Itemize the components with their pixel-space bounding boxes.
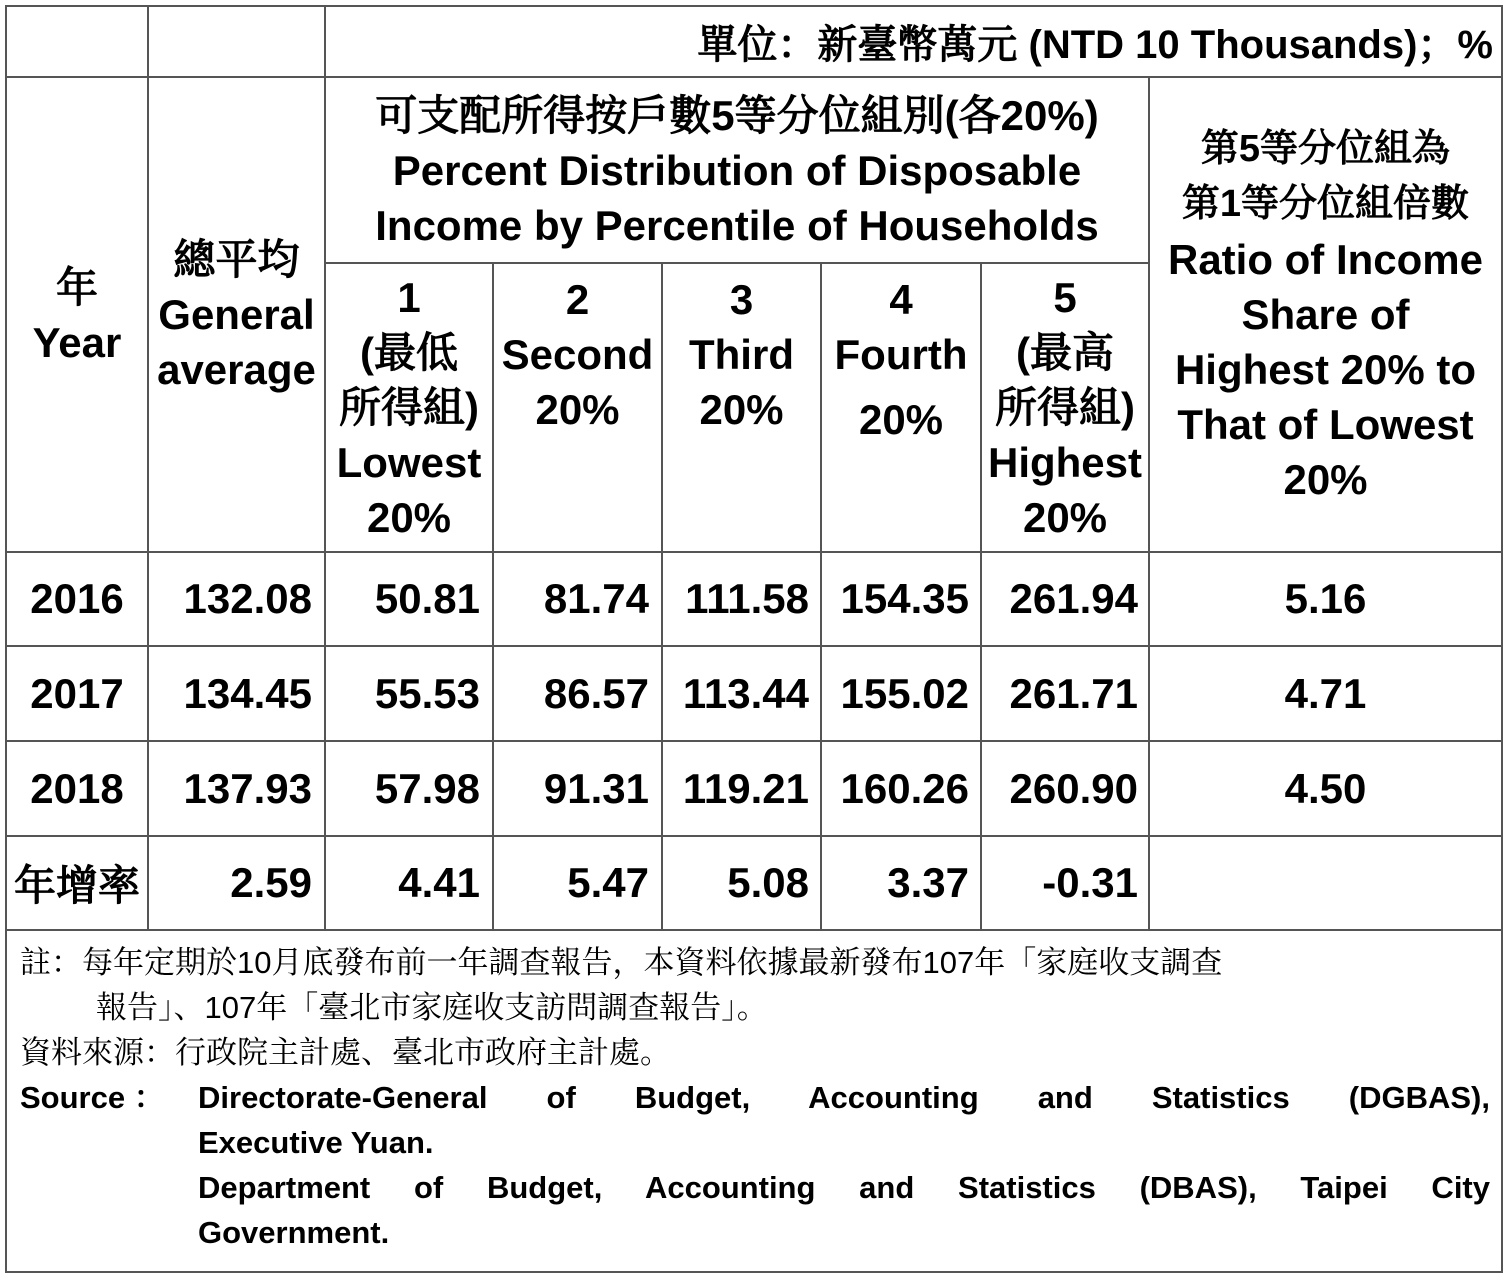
header-year (7, 78, 147, 551)
source-text: Executive Yuan. (198, 1125, 434, 1160)
cell-q5: 261.71 (1009, 669, 1138, 717)
header-text: Fourth (834, 331, 968, 378)
cell-average: 132.08 (183, 575, 312, 622)
header-text: 20% (699, 386, 784, 433)
cell-q2: 86.57 (543, 669, 649, 717)
cell-q2: 5.47 (567, 859, 649, 906)
header-average (149, 78, 324, 551)
cell-q3: 113.44 (682, 669, 809, 717)
header-text: 所得組) (339, 384, 479, 431)
source-label: Source ： (20, 1080, 165, 1115)
header-text: 2 (565, 276, 590, 323)
header-distribution-en: Percent Distribution of Disposable (392, 146, 1082, 194)
unit-label: 單位：新臺幣萬元 (NTD 10 Thousands)；% (697, 23, 1493, 67)
source-spacer (20, 1120, 198, 1165)
grid-line (5, 929, 1503, 931)
header-text: 第1等分位組倍數 (1181, 183, 1470, 225)
source-zh: 資料來源：行政院主計處、臺北市政府主計處。 (20, 1035, 671, 1070)
header-average-en: average (157, 346, 316, 393)
header-text: Ratio of Income (1167, 236, 1484, 283)
header-average-zh: 總平均 (173, 236, 300, 283)
cell-ratio (1150, 837, 1501, 929)
cell-year: 2018 (30, 764, 124, 812)
cell-q1: 50.81 (374, 575, 480, 622)
header-quintile-3 (663, 264, 820, 551)
header-text: 所得組) (995, 384, 1135, 431)
header-text: 1 (397, 274, 421, 321)
cell-ratio: 4.71 (1284, 669, 1367, 717)
header-text: 3 (729, 276, 754, 323)
header-text: 20% (1022, 494, 1108, 541)
header-text: That of Lowest (1177, 401, 1474, 448)
header-text: Second (501, 331, 654, 378)
header-text: 20% (366, 494, 452, 541)
cell-q5: 260.90 (1009, 764, 1138, 812)
note-text: 註：每年定期於10月底發布前一年調查報告，本資料依據最新發布107年「家庭收支調查 (20, 945, 1223, 980)
note-text: 報告」、107年「臺北市家庭收支訪問調查報告」。 (96, 990, 768, 1025)
source-text: Department of Budget, Accounting and Statistics (DBAS), Taipei City (198, 1170, 1490, 1205)
cell-q4: 160.26 (840, 764, 969, 812)
cell-q2: 81.74 (543, 575, 649, 622)
cell-q4: 154.35 (840, 575, 969, 622)
cell-ratio: 5.16 (1284, 575, 1367, 622)
cell-year: 年增率 (13, 862, 140, 909)
header-distribution-en: Income by Percentile of Households (375, 201, 1099, 249)
header-text: 5 (1053, 274, 1077, 321)
cell-q3: 5.08 (727, 859, 809, 906)
cell-q1: 4.41 (398, 859, 480, 906)
header-text: (最低 (360, 329, 458, 376)
header-text: Highest (987, 439, 1142, 486)
cell-q1: 57.98 (374, 764, 480, 812)
header-text: (最高 (1016, 329, 1114, 376)
header-text: Share of (1241, 291, 1410, 338)
source-spacer (20, 1165, 198, 1210)
header-text: Highest 20% to (1174, 346, 1477, 393)
source-text: Directorate-General of Budget, Accounting and Statistics (DGBAS), (198, 1080, 1490, 1115)
cell-year: 2016 (30, 575, 124, 622)
header-text: 4 (889, 276, 913, 323)
cell-q4: 3.37 (887, 859, 969, 906)
notes-section (20, 940, 1490, 1255)
cell-average: 137.93 (183, 764, 312, 812)
cell-average: 134.45 (183, 669, 312, 717)
cell-q5: -0.31 (1042, 859, 1138, 906)
cell-q3: 119.21 (682, 764, 809, 812)
header-quintile-1 (326, 264, 492, 551)
cell-ratio: 4.50 (1284, 764, 1367, 812)
header-year-en: Year (32, 318, 122, 366)
header-text: Third (689, 331, 794, 378)
cell-q5: 261.94 (1009, 575, 1138, 622)
source-spacer (20, 1210, 198, 1255)
header-text: 20% (858, 396, 944, 443)
header-average-en: General (158, 291, 315, 338)
header-text: 20% (535, 386, 620, 433)
cell-q4: 155.02 (840, 669, 969, 717)
source-en (20, 1075, 1490, 1255)
header-quintile-2 (494, 264, 661, 551)
header-quintile-5 (982, 264, 1148, 551)
header-distribution-zh: 可支配所得按戶數5等分位組別(各20%) (375, 91, 1099, 139)
source-text: Government. (198, 1215, 390, 1250)
header-text: Lowest (336, 439, 482, 486)
cell-q1: 55.53 (374, 669, 480, 717)
header-quintile-4 (822, 264, 980, 551)
header-distribution (326, 78, 1148, 262)
cell-average: 2.59 (230, 859, 312, 906)
header-ratio (1150, 78, 1501, 551)
header-year-zh: 年 (55, 263, 98, 311)
header-text: 第5等分位組為 (1200, 128, 1451, 170)
cell-q3: 111.58 (685, 575, 809, 622)
header-text: 20% (1283, 456, 1368, 503)
cell-q2: 91.31 (543, 764, 649, 812)
cell-year: 2017 (30, 669, 124, 717)
